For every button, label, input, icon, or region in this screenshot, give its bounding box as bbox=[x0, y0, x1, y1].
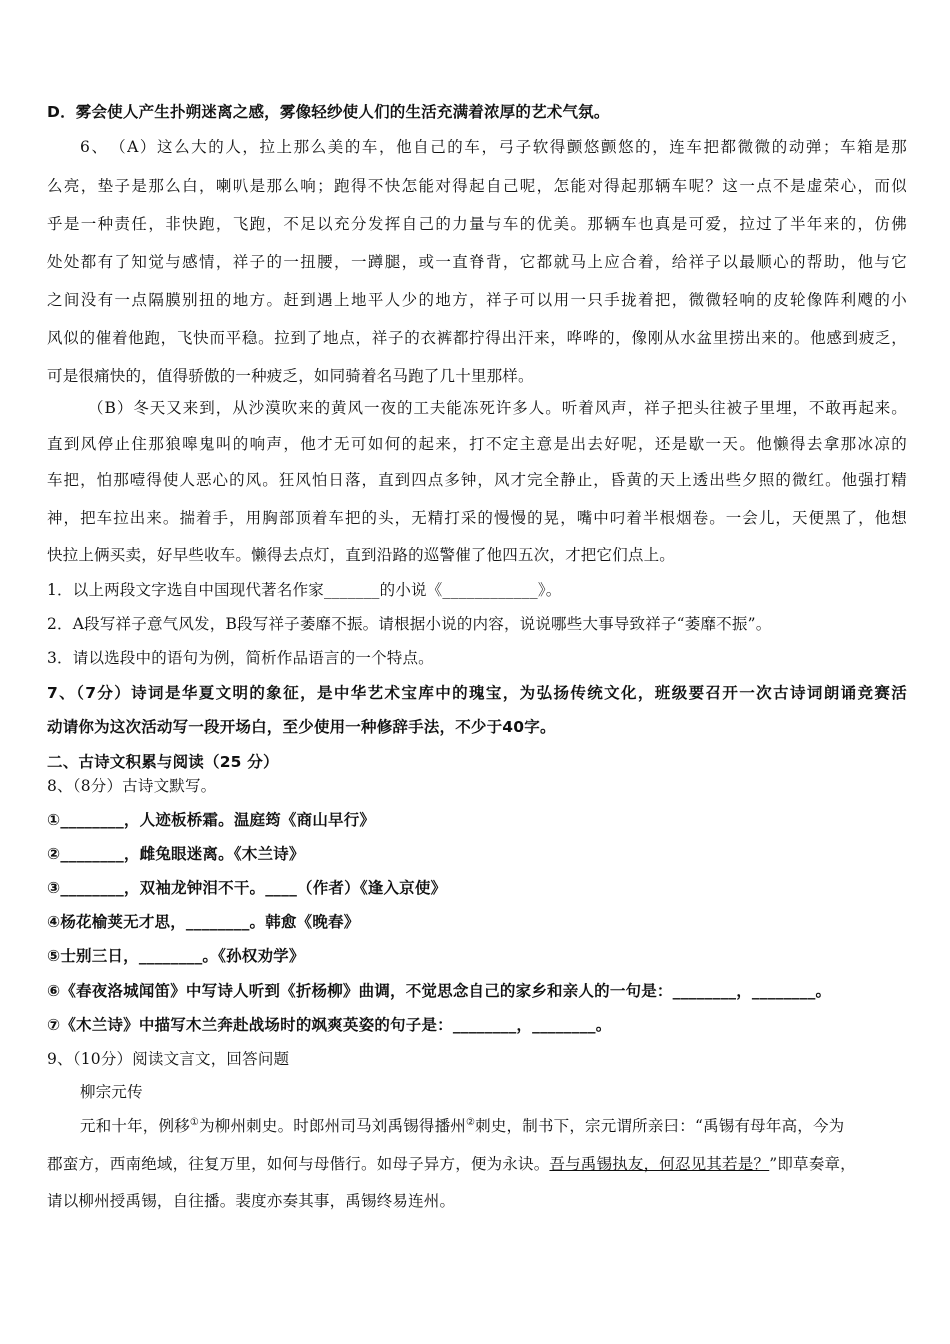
passage-line: 请以柳州授禹锡，自往播。裴度亦奏其事，禹锡终易连州。 bbox=[47, 1192, 456, 1210]
q6-line: 处处都有了知觉与感情，祥子的一扭腰，一蹲腿，或一直脊背，它都就马上应合着，给祥子以最顺心的帮助，他与它 bbox=[47, 253, 907, 271]
passage-text: 刺史，制书下，宗元谓所亲曰：“禹锡有母年高，今为 bbox=[475, 1117, 845, 1135]
q8-item: ⑦《木兰诗》中描写木兰奔赴战场时的飒爽英姿的句子是：________，________。 bbox=[47, 1016, 612, 1034]
q8-item: ④杨花榆荚无才思，________。韩愈《晚春》 bbox=[47, 913, 360, 931]
footnote-marker: ① bbox=[189, 1116, 200, 1128]
q6-line: 么亮，垫子是那么白，喇叭是那么响；跑得不快怎能对得起自己呢，怎能对得起那辆车呢？这一点不是虚荣心，而似 bbox=[47, 177, 907, 195]
passage-text: 元和十年，例移 bbox=[80, 1117, 190, 1135]
section-heading: 二、古诗文积累与阅读（25 分） bbox=[47, 753, 279, 771]
q6-line: 可是很痛快的，值得骄傲的一种疲乏，如同骑着名马跑了几十里那样。 bbox=[47, 367, 534, 385]
q6-line: 直到风停止住那狼嗥鬼叫的响声，他才无可如何的起来，打不定主意是出去好呢，还是歇一天。他懒得去拿那冰凉的 bbox=[47, 435, 907, 453]
q6-line: 神，把车拉出来。揣着手，用胸部顶着车把的头，无精打采的慢慢的晃，嘴中叼着半根烟卷。一会儿，天便黑了，他想 bbox=[47, 509, 907, 527]
passage-line bbox=[80, 1116, 907, 1136]
q8-title: 8、（8分）古诗文默写。 bbox=[47, 777, 217, 795]
passage-text: 为柳州刺史。时郎州司马刘禹锡得播州 bbox=[199, 1117, 466, 1135]
q8-item: ⑥《春夜洛城闻笛》中写诗人听到《折杨柳》曲调，不觉思念自己的家乡和亲人的一句是：________，________。 bbox=[47, 982, 832, 1000]
q6-line: 6、 （A）这么大的人，拉上那么美的车，他自己的车，弓子软得颤悠颤悠的，连车把都微微的动弹；车箱是那 bbox=[80, 138, 907, 156]
q6-sub-question-2: 2．A段写祥子意气风发，B段写祥子萎靡不振。请根据小说的内容，说说哪些大事导致祥子“萎靡不振”。 bbox=[47, 615, 772, 633]
q6-line: 风似的催着他跑，飞快而平稳。拉到了地点，祥子的衣裤都拧得出汗来，哗哗的，像刚从水盆里捞出来的。他感到疲乏， bbox=[47, 329, 907, 347]
q7-line-2: 动请你为这次活动写一段开场白，至少使用一种修辞手法，不少于40字。 bbox=[47, 718, 556, 736]
q6-line: 车把，怕那噎得使人恶心的风。狂风怕日落，直到四点多钟，风才完全静止，昏黄的天上透出些夕照的微红。他强打精 bbox=[47, 471, 907, 489]
passage-text: 郡蛮方，西南绝域，往复万里，如何与母偕行。如母子异方，便为永诀。 bbox=[47, 1155, 550, 1173]
underlined-sentence: 吾与禹锡执友，何忍见其若是？ bbox=[549, 1155, 770, 1173]
q8-item: ⑤士别三日，________。《孙权劝学》 bbox=[47, 947, 305, 965]
q8-item: ③________，双袖龙钟泪不干。____（作者）《逢入京使》 bbox=[47, 879, 447, 897]
passage-title: 柳宗元传 bbox=[80, 1083, 143, 1101]
q6-sub-question-3: 3．请以选段中的语句为例，简析作品语言的一个特点。 bbox=[47, 649, 434, 667]
passage-line bbox=[47, 1154, 907, 1174]
q6-line: 乎是一种责任，非快跑，飞跑，不足以充分发挥自己的力量与车的优美。那辆车也真是可爱，拉过了半年来的，仿佛 bbox=[47, 215, 907, 233]
q6-line: （B）冬天又来到，从沙漠吹来的黄风一夜的工夫能冻死许多人。听着风声，祥子把头往被子里埋，不敢再起来。 bbox=[88, 399, 907, 417]
q7-line-1: 7、（7分）诗词是华夏文明的象征，是中华艺术宝库中的瑰宝，为弘扬传统文化，班级要召开一次古诗词朗诵竞赛活 bbox=[47, 684, 907, 702]
q6-sub-question-1: 1．以上两段文字选自中国现代著名作家_______的小说《____________》。 bbox=[47, 581, 562, 599]
q9-title: 9、（10分）阅读文言文，回答问题 bbox=[47, 1050, 290, 1068]
passage-text: ”即草奏章， bbox=[769, 1155, 856, 1173]
option-d: D．雾会使人产生扑朔迷离之感，雾像轻纱使人们的生活充满着浓厚的艺术气氛。 bbox=[47, 103, 610, 121]
q8-item: ②________，雌兔眼迷离。《木兰诗》 bbox=[47, 845, 305, 863]
q6-line: 之间没有一点隔膜别扭的地方。赶到遇上地平人少的地方，祥子可以用一只手拢着把，微微轻响的皮轮像阵利飕的小 bbox=[47, 291, 907, 309]
q6-line: 快拉上俩买卖，好早些收车。懒得去点灯，直到沿路的巡警催了他四五次，才把它们点上。 bbox=[47, 546, 676, 564]
footnote-marker: ② bbox=[465, 1116, 476, 1128]
q8-item: ①________，人迹板桥霜。温庭筠《商山早行》 bbox=[47, 811, 376, 829]
